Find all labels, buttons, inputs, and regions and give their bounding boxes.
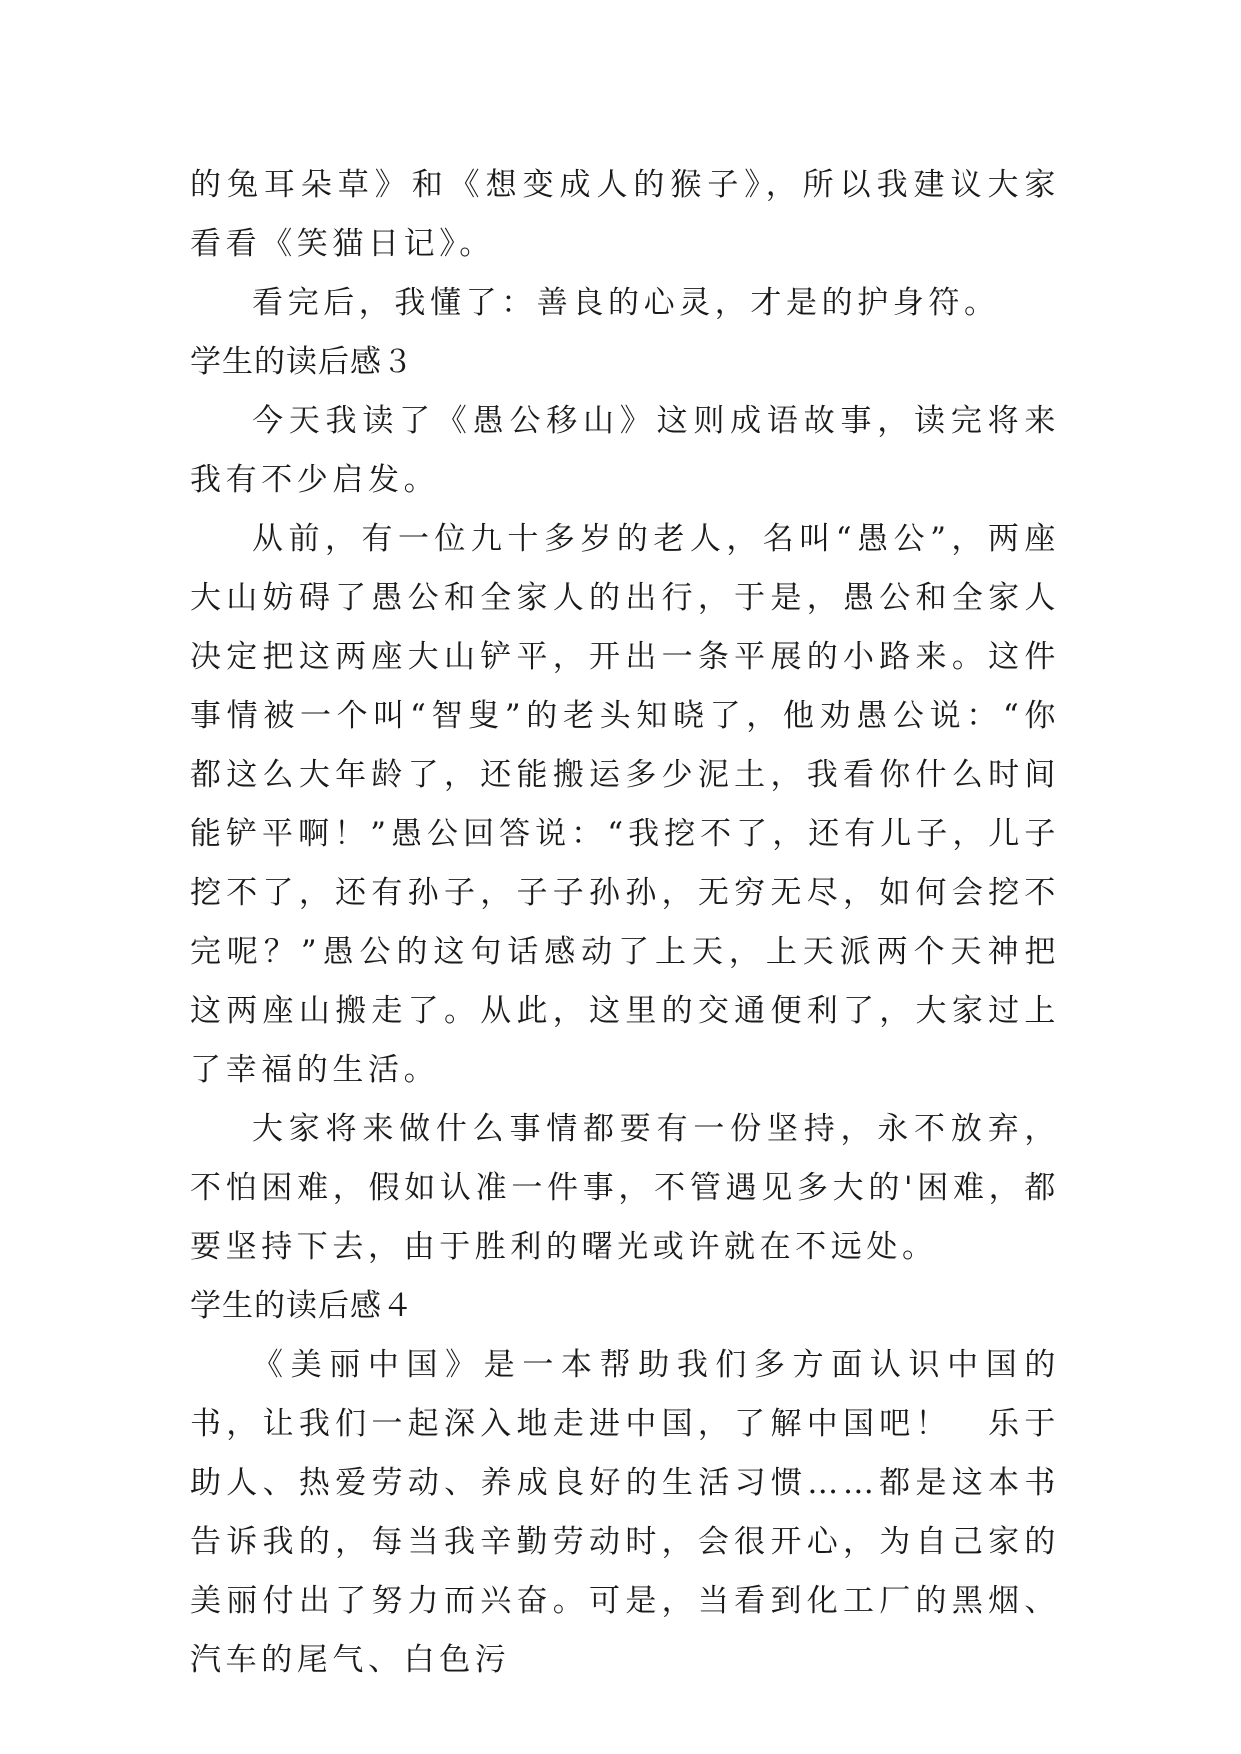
- paragraph-conclusion: 看完后，我懂了：善良的心灵，才是的护身符。: [252, 285, 1000, 321]
- section-heading-3: 学生的读后感３: [190, 344, 414, 380]
- section-heading-4: 学生的读后感４: [190, 1288, 414, 1324]
- paragraph-story-3: 从前，有一位九十多岁的老人，名叫“愚公”，两座大山妨碍了愚公和全家人的出行，于是，愚公和全家人决定把这两座大山铲平，开出一条平展的小路来。这件事情被一个叫“智叟”的老头知晓了，他劝愚公说：“你都这么大年龄了，还能搬运多少泥土，我看你什么时间能铲平啊！”愚公回答说：“我挖不了，还有儿子，儿子挖不了，还有孙子，子子孙孙，无穷无尽，如何会挖不完呢？”愚公的这句话感动了上天，上天派两个天神把这两座山搬走了。从此，这里的交通便利了，大家过上了幸福的生活。: [190, 521, 1060, 1088]
- paragraph-continuation: 的兔耳朵草》和《想变成人的猴子》，所以我建议大家看看《笑猫日记》。: [190, 167, 1060, 262]
- document-body: [190, 156, 1060, 1690]
- paragraph-intro-3: 今天我读了《愚公移山》这则成语故事，读完将来我有不少启发。: [190, 403, 1060, 498]
- paragraph-reflection-3: 大家将来做什么事情都要有一份坚持，永不放弃，不怕困难，假如认准一件事，不管遇见多大的'困难，都要坚持下去，由于胜利的曙光或许就在不远处。: [190, 1111, 1060, 1265]
- paragraph-intro-4: 《美丽中国》是一本帮助我们多方面认识中国的书，让我们一起深入地走进中国，了解中国吧！ 乐于助人、热爱劳动、养成良好的生活习惯……都是这本书告诉我的，每当我辛勤劳动时，会很开心，为自己家的美丽付出了努力而兴奋。可是，当看到化工厂的黑烟、汽车的尾气、白色污: [190, 1347, 1060, 1678]
